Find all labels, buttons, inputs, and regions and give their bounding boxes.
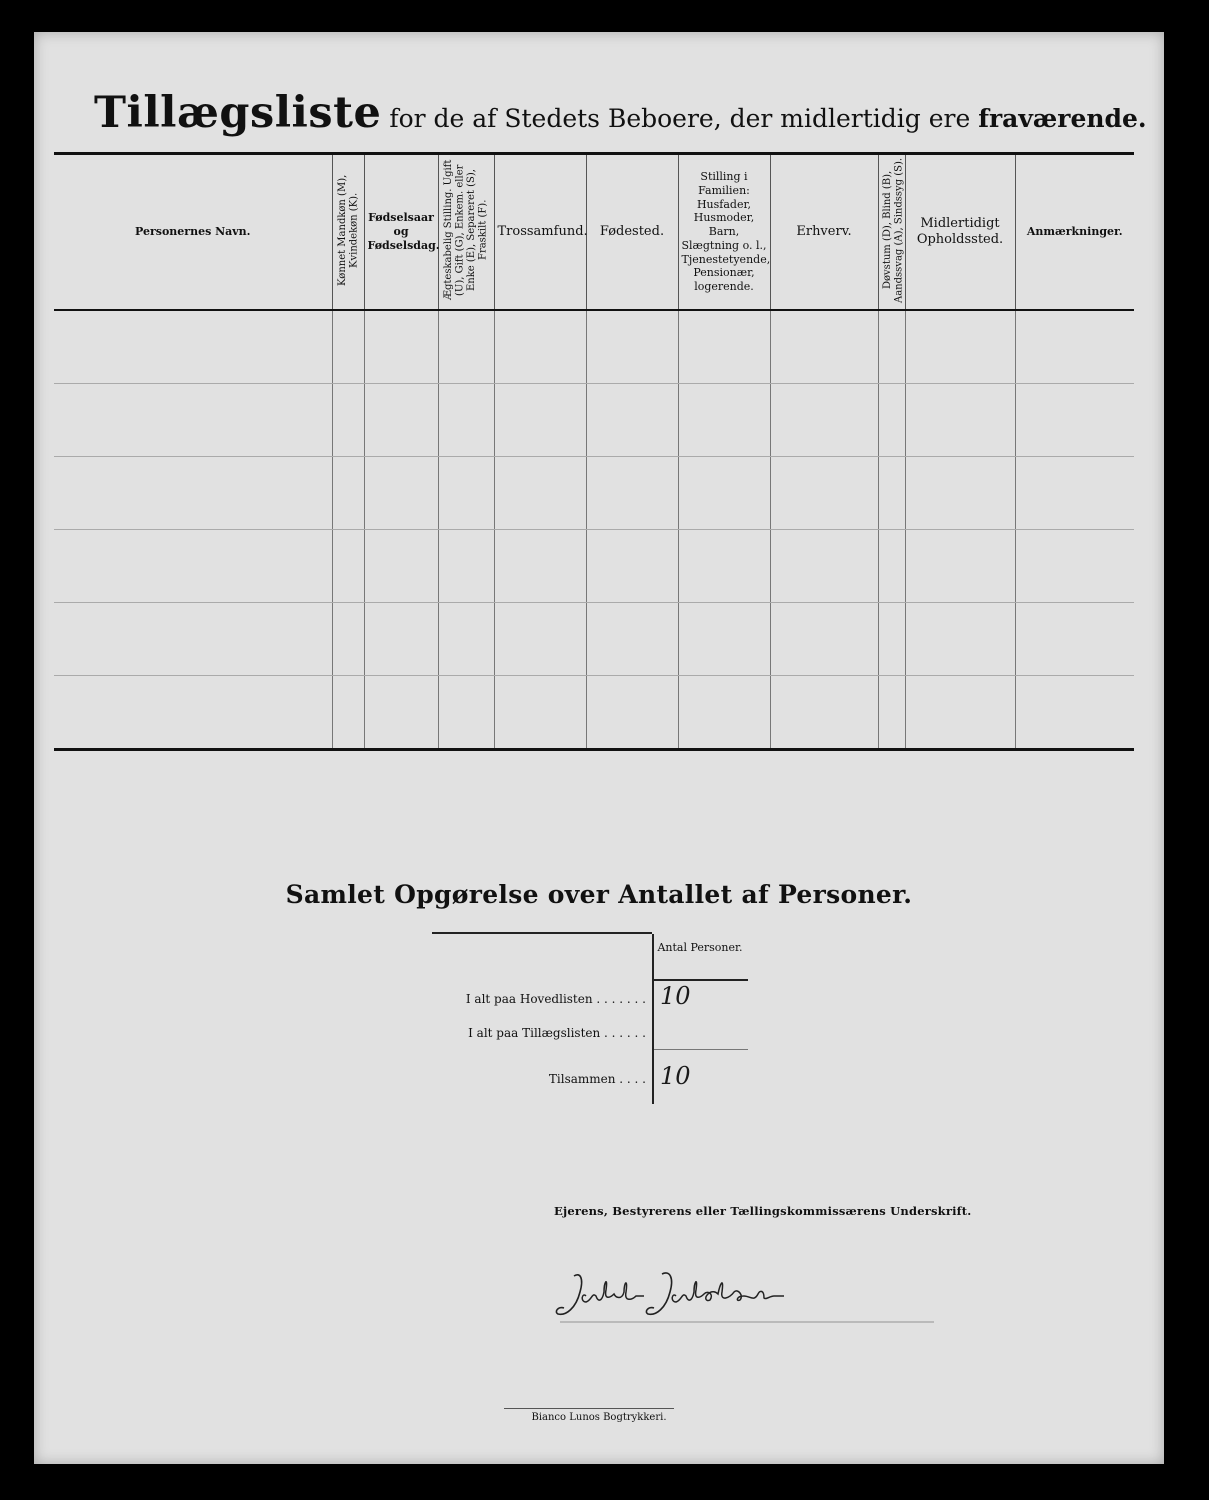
header-family: Stilling i Familien: Husfader, Husmoder, Barn, Slægtning o. l., Tjenestetyende, Pensionær, logerende. bbox=[678, 154, 770, 311]
cell-sex bbox=[332, 603, 364, 676]
cell-remarks bbox=[1015, 384, 1134, 457]
cell-disability bbox=[878, 457, 905, 530]
signature-image bbox=[544, 1262, 944, 1332]
cell-birthplace bbox=[586, 530, 678, 603]
summary-divider bbox=[432, 932, 652, 934]
header-religion: Trossamfund. bbox=[494, 154, 586, 311]
cell-disability bbox=[878, 603, 905, 676]
cell-temp-residence bbox=[905, 457, 1015, 530]
cell-name bbox=[54, 676, 332, 750]
cell-sex bbox=[332, 676, 364, 750]
cell-name bbox=[54, 384, 332, 457]
cell-sex bbox=[332, 384, 364, 457]
cell-name bbox=[54, 530, 332, 603]
cell-birth bbox=[364, 676, 438, 750]
cell-birthplace bbox=[586, 603, 678, 676]
form-title-subtitle: for de af Stedets Beboere, der midlertidig ere fraværende. bbox=[389, 104, 1147, 133]
cell-religion bbox=[494, 676, 586, 750]
cell-sex bbox=[332, 457, 364, 530]
summary-divider bbox=[654, 1049, 748, 1050]
form-title-main: Tillægsliste bbox=[94, 88, 382, 138]
cell-birthplace bbox=[586, 384, 678, 457]
cell-birthplace bbox=[586, 310, 678, 384]
cell-disability bbox=[878, 384, 905, 457]
cell-remarks bbox=[1015, 530, 1134, 603]
cell-occupation bbox=[770, 603, 878, 676]
summary-value-main-list: 10 bbox=[660, 982, 691, 1010]
cell-remarks bbox=[1015, 310, 1134, 384]
cell-disability bbox=[878, 530, 905, 603]
header-birth: Fødselsaar og Fødselsdag. bbox=[364, 154, 438, 311]
census-table bbox=[54, 152, 1134, 751]
cell-family bbox=[678, 530, 770, 603]
summary-label-total: Tilsammen . . . . bbox=[548, 1072, 646, 1086]
cell-disability bbox=[878, 676, 905, 750]
cell-temp-residence bbox=[905, 603, 1015, 676]
cell-remarks bbox=[1015, 676, 1134, 750]
cell-occupation bbox=[770, 310, 878, 384]
cell-birth bbox=[364, 310, 438, 384]
summary-label-main-list: I alt paa Hovedlisten . . . . . . . bbox=[465, 992, 646, 1006]
cell-name bbox=[54, 457, 332, 530]
cell-remarks bbox=[1015, 603, 1134, 676]
table-row bbox=[54, 310, 1134, 384]
cell-occupation bbox=[770, 457, 878, 530]
header-occupation: Erhverv. bbox=[770, 154, 878, 311]
cell-occupation bbox=[770, 384, 878, 457]
cell-marital bbox=[438, 384, 494, 457]
cell-birth bbox=[364, 530, 438, 603]
cell-marital bbox=[438, 676, 494, 750]
cell-religion bbox=[494, 530, 586, 603]
summary-label-supplement-list: I alt paa Tillægslisten . . . . . . bbox=[468, 1026, 646, 1040]
cell-sex bbox=[332, 530, 364, 603]
cell-birth bbox=[364, 457, 438, 530]
cell-name bbox=[54, 310, 332, 384]
summary-title: Samlet Opgørelse over Antallet af Personer. bbox=[285, 880, 913, 909]
cell-religion bbox=[494, 457, 586, 530]
cell-marital bbox=[438, 310, 494, 384]
cell-religion bbox=[494, 310, 586, 384]
header-remarks: Anmærkninger. bbox=[1015, 154, 1134, 311]
summary-divider bbox=[652, 934, 654, 1104]
cell-marital bbox=[438, 603, 494, 676]
table-row bbox=[54, 457, 1134, 530]
cell-family bbox=[678, 384, 770, 457]
cell-occupation bbox=[770, 530, 878, 603]
table-row bbox=[54, 603, 1134, 676]
cell-religion bbox=[494, 603, 586, 676]
cell-sex bbox=[332, 310, 364, 384]
cell-birthplace bbox=[586, 676, 678, 750]
cell-temp-residence bbox=[905, 310, 1015, 384]
form-title bbox=[94, 88, 1154, 138]
table-row bbox=[54, 676, 1134, 750]
cell-marital bbox=[438, 457, 494, 530]
summary-column-header: Antal Personer. bbox=[657, 941, 743, 954]
cell-birth bbox=[364, 384, 438, 457]
cell-temp-residence bbox=[905, 676, 1015, 750]
header-disability: Døvstum (D), Blind (B), Aandssvag (A), Sindssyg (S). bbox=[878, 154, 905, 311]
printer-divider bbox=[504, 1408, 674, 1409]
signature-caption: Ejerens, Bestyrerens eller Tællingskommissærens Underskrift. bbox=[554, 1204, 972, 1218]
printer-credit: Bianco Lunos Bogtrykkeri. bbox=[531, 1412, 667, 1423]
cell-marital bbox=[438, 530, 494, 603]
cell-birth bbox=[364, 603, 438, 676]
header-birthplace: Fødested. bbox=[586, 154, 678, 311]
cell-family bbox=[678, 603, 770, 676]
cell-family bbox=[678, 310, 770, 384]
cell-family bbox=[678, 457, 770, 530]
cell-disability bbox=[878, 310, 905, 384]
table-row bbox=[54, 530, 1134, 603]
header-name: Personernes Navn. bbox=[54, 154, 332, 311]
summary-divider bbox=[654, 979, 748, 981]
cell-family bbox=[678, 676, 770, 750]
cell-temp-residence bbox=[905, 384, 1015, 457]
cell-temp-residence bbox=[905, 530, 1015, 603]
summary-block bbox=[432, 932, 752, 1112]
summary-value-total: 10 bbox=[660, 1062, 691, 1090]
cell-religion bbox=[494, 384, 586, 457]
handwritten-signature bbox=[544, 1262, 944, 1332]
cell-occupation bbox=[770, 676, 878, 750]
census-form-page bbox=[34, 32, 1164, 1464]
table-row bbox=[54, 384, 1134, 457]
table-header-row bbox=[54, 154, 1134, 311]
cell-birthplace bbox=[586, 457, 678, 530]
header-marital: Ægteskabelig Stilling. Ugift (U), Gift (G), Enkem. eller Enke (E), Separeret (S), Fraskilt (F). bbox=[438, 154, 494, 311]
header-sex: Kønnet Mandkøn (M), Kvindekøn (K). bbox=[332, 154, 364, 311]
cell-remarks bbox=[1015, 457, 1134, 530]
cell-name bbox=[54, 603, 332, 676]
header-temp-residence: Midlertidigt Opholdssted. bbox=[905, 154, 1015, 311]
